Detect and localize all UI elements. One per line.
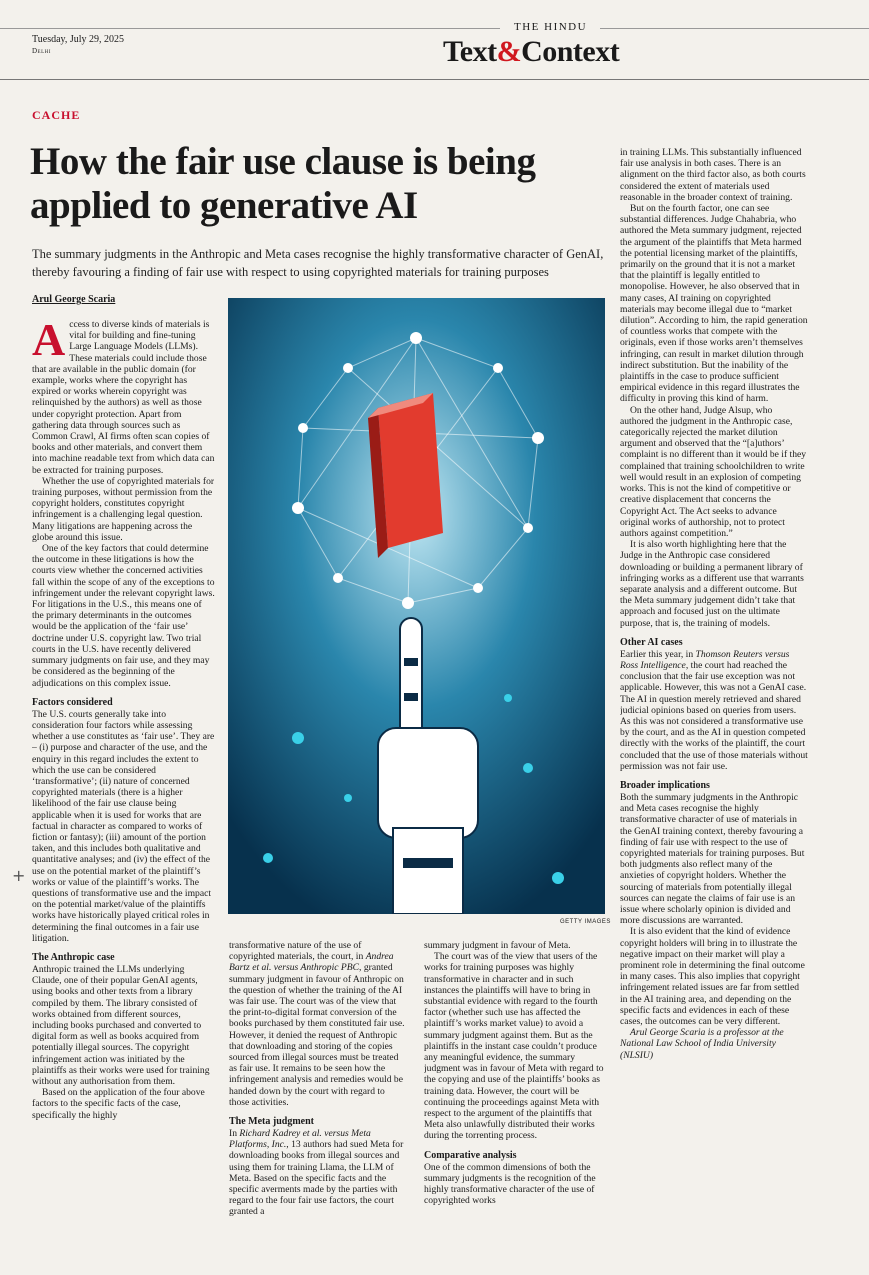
subheading: Comparative analysis — [424, 1149, 517, 1161]
section-title — [443, 35, 619, 69]
paragraph-cont: , the court had reached the conclusion that the fair use exception was not applicable. However, this was not a GenAI case. The AI in question merely retrieved and shared judicial opinions based on queries from users. As this was not considered a transformative use by the court, and as the AI in question competed directly with the works of the plaintiff, the court concluded that the use of those materials without permission was not fair use. — [620, 659, 808, 772]
paragraph: But on the fourth factor, one can see substantial differences. Judge Chahabria, who authored the Meta summary judgment, rejected the argument of the plaintiffs that Meta harmed the potential licensing market of the plaintiffs, primarily on the ground that it is not a market that the plaintiff is legally entitled to monopolise. However, he also observed that in many cases, AI training on copyrighted materials may become illegal due to “market dilution”. According to him, the rapid generation of countless works that compete with the originals, even if those works aren’t themselves infringing, can result in market dilution through indirect substitution. But the inability of the plaintiffs in the case to produce sufficient empirical evidence in this regard illustrates the difficulty in proving this kind of harm. — [620, 203, 808, 405]
crosshair-mark: + — [12, 866, 26, 885]
paragraph: One of the key factors that could determine the outcome in these litigations is how the courts view whether the concerned activities fall within the scope of any of the exceptions to infringement under the relevant copyright laws. For litigations in the U.S., this means one of the primary determinants in the outcomes would be the application of the ‘fair use’ doctrine under U.S. copyright law. Two trial courts in the U.S. have recently delivered summary judgments on fair use, and they may be considered as the beginning of the adjudications on this complex issue. — [32, 543, 215, 689]
article-column-4 — [620, 147, 808, 1242]
paragraph: ccess to diverse kinds of materials is vital for building and fine-tuning Large Language Models (LLMs). These materials could include those that are available in the public domain (for example, works where the copyright has expired or works wherein copyright was relinquished by the authors) as well as those under copyright protection. Apart from gathering data through sources such as Common Crawl, AI firms often scan copies of books and other materials, and convert them into machine readable text from which data can be extracted for training purposes. — [32, 319, 215, 476]
subheading: Broader implications — [620, 779, 710, 791]
case-name: Andrea Bartz et al. versus Anthropic PBC — [229, 951, 394, 974]
paragraph: Both the summary judgments in the Anthropic and Meta cases recognise the highly transformative character of use of materials in the GenAI training context, thereby favouring a finding of fair use with respect to the use of copyrighted materials for training purposes. But both judgments also reflect many of the anxieties of copyright holders. Whether the sourcing of materials from potentially illegal sources can negate the claims of fair use is an issue where scholarly opinion is divided and more discussions are warranted. — [620, 791, 805, 927]
section-title-left: Text — [443, 35, 497, 68]
paragraph: It is also evident that the kind of evidence copyright holders will bring in to illustrate the negative impact on their market will play a prominent role in determining the final outcome in many cases. This also implies that copyright infringement related issues are far from settled in the AI training area, and depending on the specific facts and evidences in each of these cases, the outcomes can be very different. — [620, 926, 805, 1028]
case-name: Thomson Reuters versus Ross Intelligence — [620, 648, 790, 671]
issue-date: Tuesday, July 29, 2025 — [32, 34, 125, 45]
article-column-2 — [229, 940, 407, 1240]
author-signoff: Arul George Scaria is a professor at the National Law School of India University (NLSIU) — [620, 1027, 784, 1061]
top-rule-right — [600, 28, 869, 29]
paragraph: The U.S. courts generally take into consideration four factors while assessing whether a use constitutes as ‘fair use’. They are – (i) purpose and character of the use, and the enquiry in this regard includes the extent to which the use can be considered ‘transformative’; (ii) nature of concerned copyrighted materials (there is a higher likelihood of the fair use clause being applicable when it is used for works that are factual in character as compared to works of fiction or fantasy); (iii) amount of the portion taken, and this includes both qualitative and quantitative analyses; and (iv) the effect of the use on the potential market of the plaintiff’s works or value of the plaintiff’s works. The questions of transformative use and the impact on the potential market/value of the plaintiffs works have historically played critical roles in determining the final outcomes in a fair use litigation. — [32, 708, 215, 944]
section-title-right: Context — [521, 35, 620, 68]
deck: The summary judgments in the Anthropic and Meta cases recognise the highly transformative character of GenAI, thereby favouring a finding of fair use with respect to using copyrighted materials for training purposes — [32, 247, 604, 279]
paragraph: The court was of the view that users of the works for training purposes was highly transformative in character and in such instances the plaintiffs will have to bring in substantial evidence with regard to the fourth factor (whether such use has affected the plaintiff’s works market value) to avoid a summary judgment against them. But as the plaintiffs in the instant case couldn’t produce any meaningful evidence, the summary judgment was in favour of Meta with regard to the copying and use of the plaintiffs’ books as training data. However, the court will be continuing the proceedings against Meta with respect to the argument of the plaintiffs that Meta also unlawfully distributed their works during the torrenting process. — [424, 951, 604, 1142]
newspaper-name: THE HINDU — [514, 21, 588, 33]
paragraph: In — [229, 1128, 240, 1140]
paragraph: Anthropic trained the LLMs underlying Claude, one of their popular GenAI agents, using books and other texts from a library compiled by them. The library consisted of works obtained from different sources, including books purchased and converted to digital form as well as books acquired from potentially illegal sources. The copyright infringement action was initiated by the plaintiffs as their works were used for training without any authorisation from them. — [32, 963, 210, 1087]
masthead-rule — [0, 79, 869, 80]
paragraph-cont: , granted summary judgment in favour of Anthropic on the question of whether the training of the AI was fair use. The court was of the view that the print-to-digital format conversion of the books purchased by them constituted fair use. However, it denied the request of Anthropic that downloading and storing of the copies sourced from illegal sources must be treated as fair use. It remains to be seen how the infringement analysis and remedies would be handed down by the court with regard to those activities. — [229, 962, 405, 1108]
article-column-1 — [32, 319, 215, 1239]
kicker-label: CACHE — [32, 108, 81, 122]
drop-cap: A — [32, 319, 66, 365]
subheading: Factors considered — [32, 696, 113, 708]
paragraph: Based on the application of the four above factors to the specific facts of the case, specifically the highly — [32, 1087, 205, 1121]
paragraph: One of the common dimensions of both the summary judgments is the recognition of the highly transformative character of the use of copyrighted works — [424, 1161, 596, 1207]
headline: How the fair use clause is being applied to generative AI — [30, 140, 536, 227]
paragraph-cont: , 13 authors had sued Meta for downloading books from illegal sources and using them for training Llama, the LLM of Meta. Based on the specific facts and the specific averments made by the parties with regard to the four fair use factors, the court granted a — [229, 1139, 404, 1218]
case-name: Richard Kadrey et al. versus Meta Platforms, Inc. — [229, 1128, 371, 1151]
paragraph: in training LLMs. This substantially influenced fair use analysis in both cases. There is an alignment on the third factor also, as both courts considered the extent of materials used reasonable in the broader context of training. — [620, 147, 806, 203]
section-title-amp: & — [496, 35, 522, 68]
subheading: The Anthropic case — [32, 951, 115, 963]
paragraph: Whether the use of copyrighted materials for training purposes, without permission from the copyright holders, constitutes copyright infringement is a challenging legal question. Many litigations are happening across the globe around this issue. — [32, 475, 215, 543]
paragraph: It is also worth highlighting here that the Judge in the Anthropic case considered downloading or building a permanent library of infringing works as a different use that warrants separate analysis and a different outcome. But the Meta summary judgement didn’t take that approach and focused just on the ultimate purpose, that is, the training of models. — [620, 539, 804, 629]
ai-book-hand-illustration — [228, 298, 605, 914]
byline: Arul George Scaria — [32, 294, 116, 305]
paragraph: summary judgment in favour of Meta. — [424, 940, 571, 951]
subheading: Other AI cases — [620, 636, 683, 648]
top-rule — [0, 28, 500, 29]
photo-credit: GETTY IMAGES — [560, 919, 611, 925]
paragraph: On the other hand, Judge Alsup, who authored the judgment in the Anthropic case, categorically rejected the market dilution argument and observed that the “[a]uthors’ complaint is no different than it would be if they complained that training schoolchildren to write well would result in an explosion of competing works. This is not the kind of competitive or creative displacement that concerns the Copyright Act. The Act seeks to advance original works of authorship, not to protect authors against competition.” — [620, 404, 807, 539]
paragraph: Earlier this year, in — [620, 648, 696, 660]
article-column-3 — [424, 940, 604, 1240]
subheading: The Meta judgment — [229, 1116, 314, 1128]
edition-city: Delhi — [32, 47, 51, 55]
article-illustration — [228, 298, 605, 914]
paragraph: transformative nature of the use of copyrighted materials, the court, in — [229, 940, 364, 963]
